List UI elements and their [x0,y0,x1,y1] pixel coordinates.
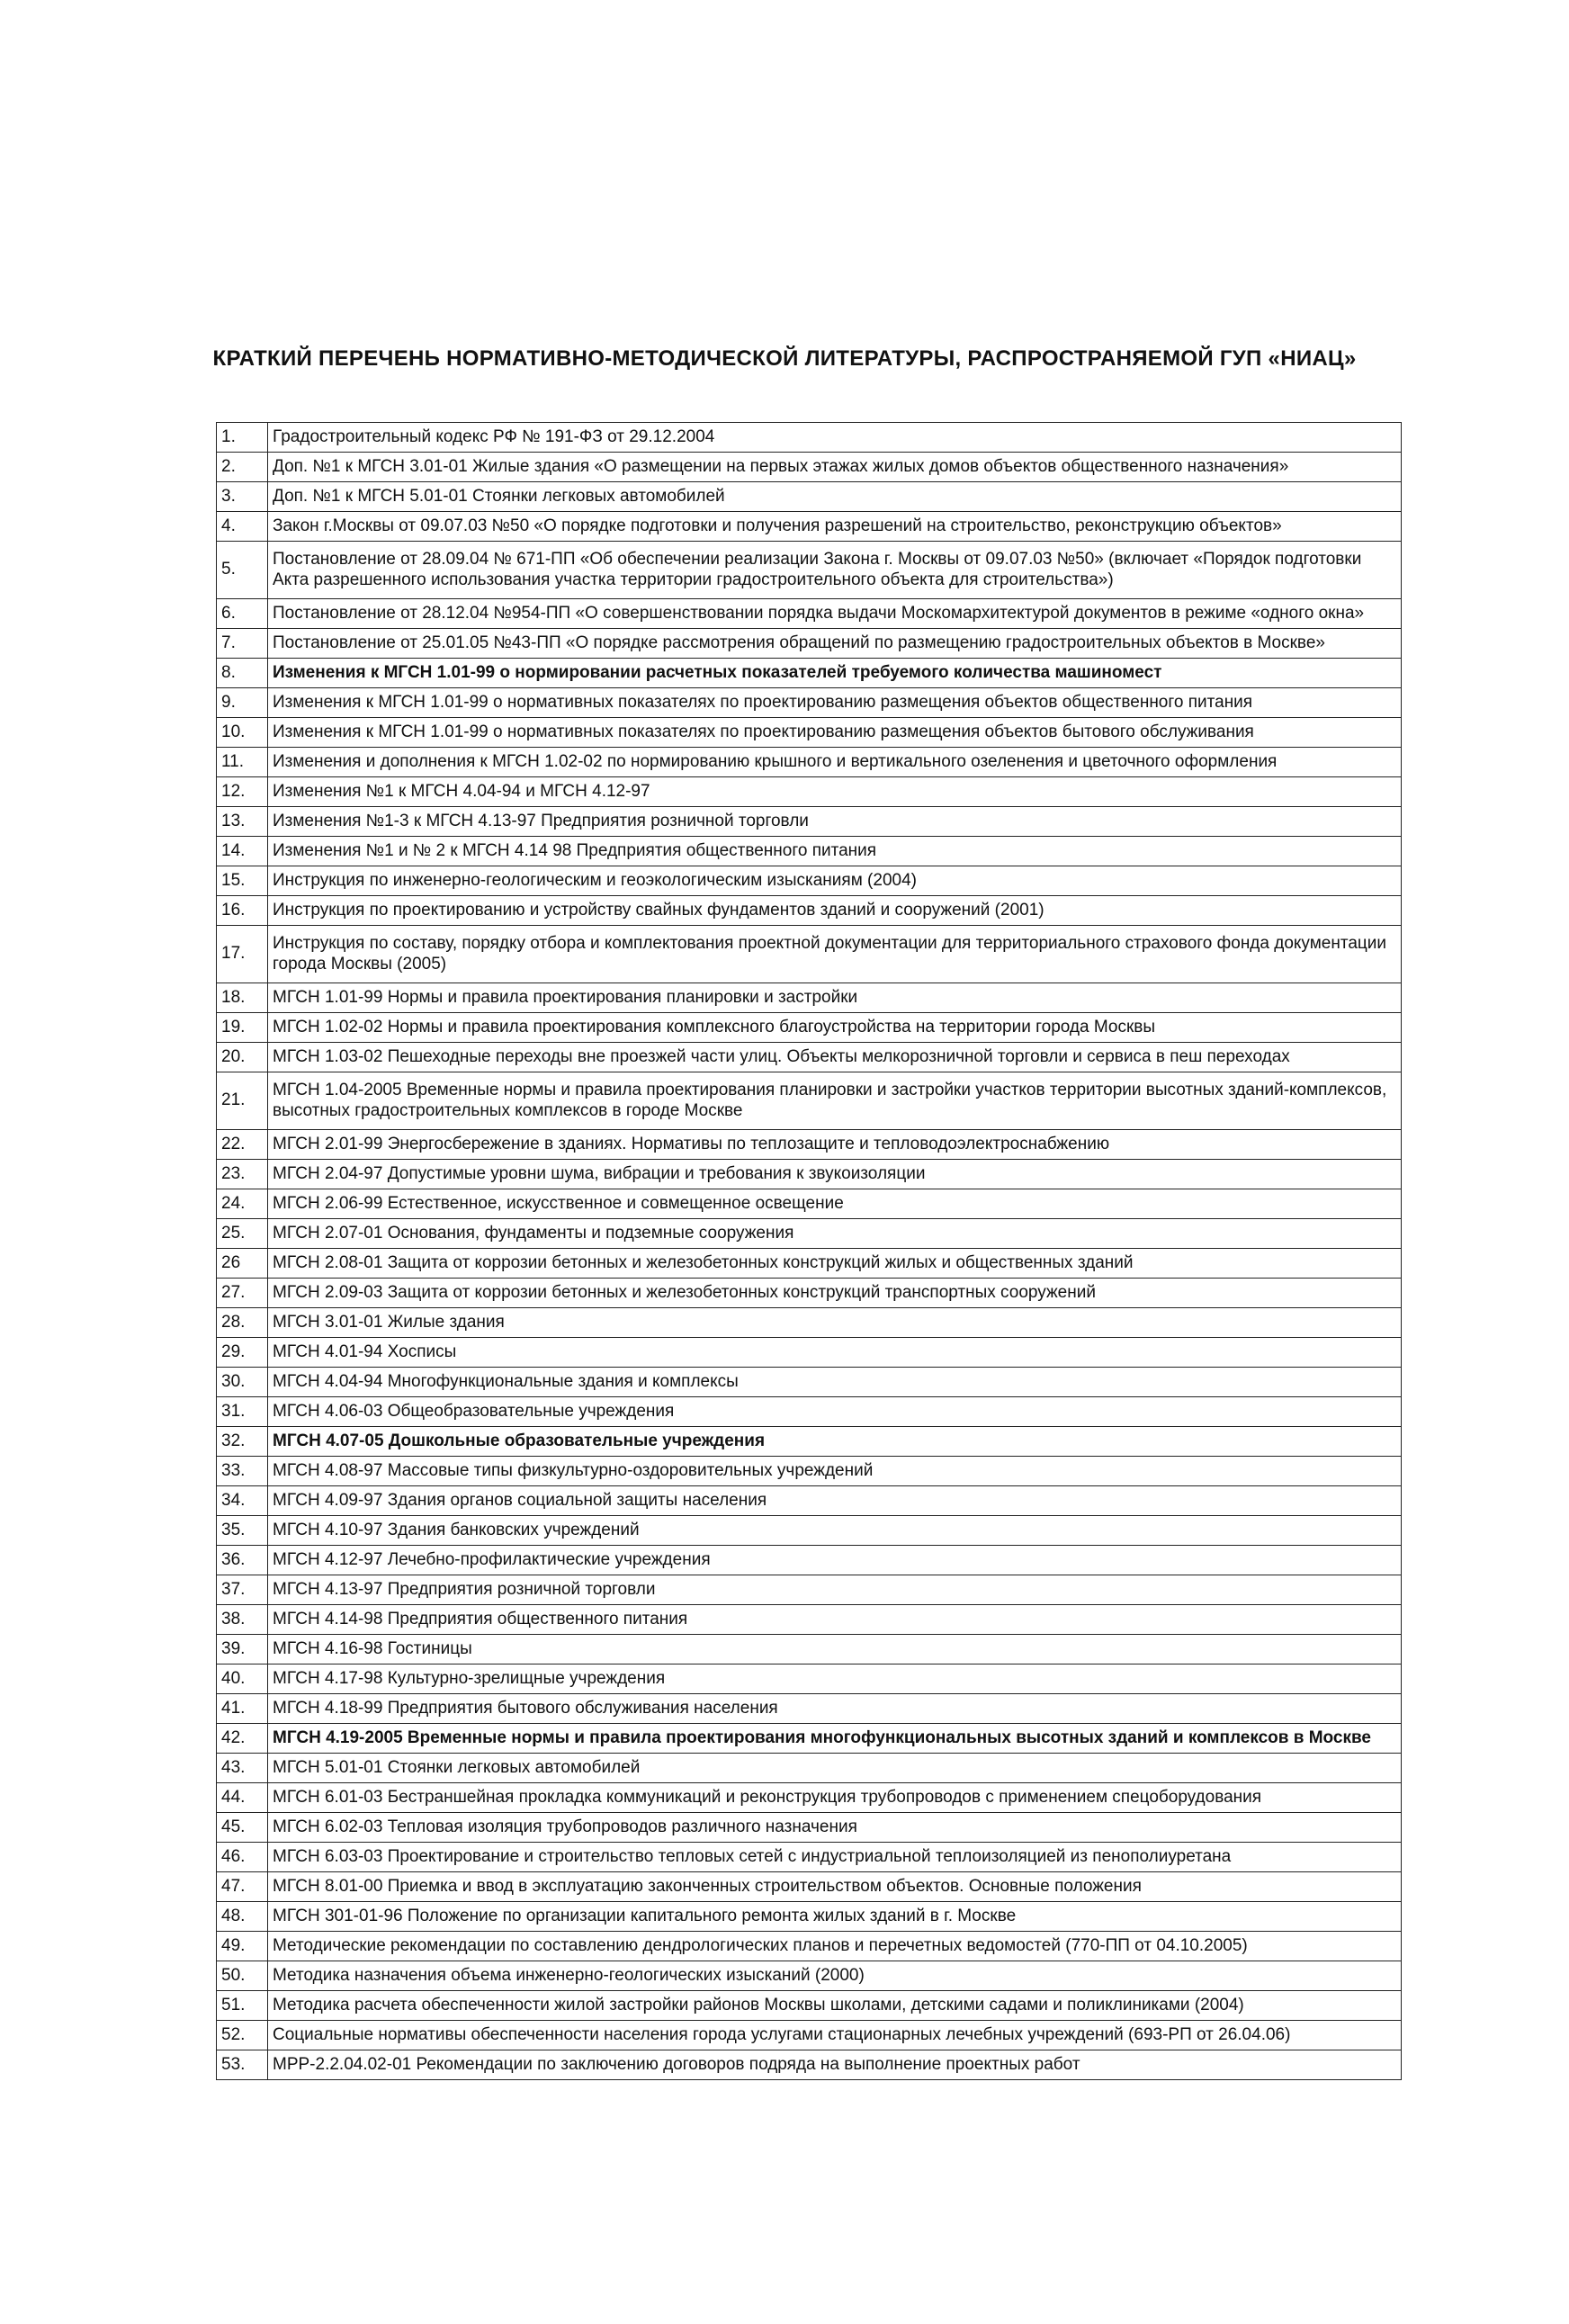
row-text: Методика назначения объема инженерно-геологических изысканий (2000) [268,1961,1402,1991]
row-text: МГСН 2.07-01 Основания, фундаменты и подземные сооружения [268,1219,1402,1249]
table-row [217,983,1402,1013]
row-text: Изменения и дополнения к МГСН 1.02-02 по нормированию крышного и вертикального озеленения и цветочного оформления [268,748,1402,777]
row-number: 51. [217,1991,268,2021]
row-text: МРР-2.2.04.02-01 Рекомендации по заключению договоров подряда на выполнение проектных работ [268,2050,1402,2080]
table-row [217,926,1402,983]
row-text: Социальные нормативы обеспеченности населения города услугами стационарных лечебных учреждений (693-РП от 26.04.06) [268,2021,1402,2050]
row-number: 21. [217,1072,268,1130]
table-row [217,1516,1402,1546]
table-row [217,1724,1402,1754]
row-text: МГСН 4.12-97 Лечебно-профилактические учреждения [268,1546,1402,1575]
row-number: 7. [217,629,268,659]
table-row [217,1279,1402,1308]
row-number: 48. [217,1902,268,1932]
row-text: Изменения №1 и № 2 к МГСН 4.14 98 Предприятия общественного питания [268,837,1402,866]
row-number: 20. [217,1043,268,1072]
row-number: 29. [217,1338,268,1368]
row-text: МГСН 1.03-02 Пешеходные переходы вне проезжей части улиц. Объекты мелкорозничной торговли и сервиса в пеш переходах [268,1043,1402,1072]
row-text: Изменения к МГСН 1.01-99 о нормировании расчетных показателей требуемого количества машиномест [268,659,1402,688]
row-number: 16. [217,896,268,926]
row-text: Изменения к МГСН 1.01-99 о нормативных показателях по проектированию размещения объектов общественного питания [268,688,1402,718]
row-number: 42. [217,1724,268,1754]
row-text: Постановление от 28.12.04 №954-ПП «О совершенствовании порядка выдачи Москомархитектурой документов в режиме «одного окна» [268,599,1402,629]
row-number: 34. [217,1486,268,1516]
row-text: Инструкция по инженерно-геологическим и геоэкологическим изысканиям (2004) [268,866,1402,896]
table-row [217,1605,1402,1635]
row-number: 43. [217,1754,268,1783]
table-row [217,777,1402,807]
table-row [217,1902,1402,1932]
table-row [217,1813,1402,1843]
table-row [217,1991,1402,2021]
row-text: Изменения к МГСН 1.01-99 о нормативных показателях по проектированию размещения объектов бытового обслуживания [268,718,1402,748]
row-text: МГСН 4.19-2005 Временные нормы и правила проектирования многофункциональных высотных зданий и комплексов в Москве [268,1724,1402,1754]
table-row [217,1664,1402,1694]
table-row [217,542,1402,599]
row-number: 24. [217,1189,268,1219]
row-text: Методические рекомендации по составлению дендрологических планов и перечетных ведомостей (770-ПП от 04.10.2005) [268,1932,1402,1961]
table-row [217,1961,1402,1991]
table-row [217,718,1402,748]
row-number: 2. [217,453,268,482]
row-text: МГСН 4.04-94 Многофункциональные здания и комплексы [268,1368,1402,1397]
document-title: КРАТКИЙ ПЕРЕЧЕНЬ НОРМАТИВНО-МЕТОДИЧЕСКОЙ ЛИТЕРАТУРЫ, РАСПРОСТРАНЯЕМОЙ ГУП «НИАЦ» [212,346,1357,371]
row-number: 5. [217,542,268,599]
table-row [217,896,1402,926]
row-number: 11. [217,748,268,777]
table-row [217,1843,1402,1872]
row-text: МГСН 6.01-03 Бестраншейная прокладка коммуникаций и реконструкция трубопроводов с применением спецоборудования [268,1783,1402,1813]
row-text: Инструкция по проектированию и устройству свайных фундаментов зданий и сооружений (2001) [268,896,1402,926]
row-text: МГСН 4.08-97 Массовые типы физкультурно-оздоровительных учреждений [268,1457,1402,1486]
row-number: 1. [217,423,268,453]
table-row [217,1130,1402,1160]
table-row [217,1694,1402,1724]
row-number: 15. [217,866,268,896]
row-number: 52. [217,2021,268,2050]
table-row [217,453,1402,482]
row-text: МГСН 2.01-99 Энергосбережение в зданиях. Нормативы по теплозащите и тепловодоэлектроснабжению [268,1130,1402,1160]
row-number: 13. [217,807,268,837]
row-number: 39. [217,1635,268,1664]
row-text: Инструкция по составу, порядку отбора и комплектования проектной документации для территориального страхового фонда документации города Москвы (2005) [268,926,1402,983]
row-text: МГСН 4.06-03 Общеобразовательные учреждения [268,1397,1402,1427]
row-number: 45. [217,1813,268,1843]
row-text: МГСН 2.08-01 Защита от коррозии бетонных и железобетонных конструкций жилых и общественных зданий [268,1249,1402,1279]
table-row [217,1546,1402,1575]
row-text: МГСН 5.01-01 Стоянки легковых автомобилей [268,1754,1402,1783]
row-number: 37. [217,1575,268,1605]
row-text: МГСН 6.02-03 Тепловая изоляция трубопроводов различного назначения [268,1813,1402,1843]
row-text: МГСН 4.13-97 Предприятия розничной торговли [268,1575,1402,1605]
row-text: МГСН 2.06-99 Естественное, искусственное и совмещенное освещение [268,1189,1402,1219]
table-row [217,1457,1402,1486]
row-text: МГСН 3.01-01 Жилые здания [268,1308,1402,1338]
literature-table [216,422,1402,2080]
table-row [217,659,1402,688]
row-number: 25. [217,1219,268,1249]
table-row [217,1013,1402,1043]
row-text: Постановление от 25.01.05 №43-ПП «О порядке рассмотрения обращений по размещению градостроительных объектов в Москве» [268,629,1402,659]
row-text: Закон г.Москвы от 09.07.03 №50 «О порядке подготовки и получения разрешений на строительство, реконструкцию объектов» [268,512,1402,542]
row-number: 4. [217,512,268,542]
row-text: Доп. №1 к МГСН 5.01-01 Стоянки легковых автомобилей [268,482,1402,512]
table-row [217,1338,1402,1368]
row-number: 19. [217,1013,268,1043]
row-text: МГСН 4.14-98 Предприятия общественного питания [268,1605,1402,1635]
table-row [217,1397,1402,1427]
row-text: МГСН 2.09-03 Защита от коррозии бетонных и железобетонных конструкций транспортных сооружений [268,1279,1402,1308]
table-row [217,1043,1402,1072]
row-text: МГСН 4.18-99 Предприятия бытового обслуживания населения [268,1694,1402,1724]
row-number: 12. [217,777,268,807]
row-number: 17. [217,926,268,983]
row-number: 33. [217,1457,268,1486]
table-row [217,1575,1402,1605]
row-text: МГСН 8.01-00 Приемка и ввод в эксплуатацию законченных строительством объектов. Основные положения [268,1872,1402,1902]
row-number: 10. [217,718,268,748]
row-number: 40. [217,1664,268,1694]
row-text: МГСН 6.03-03 Проектирование и строительство тепловых сетей с индустриальной теплоизоляцией из пенополиуретана [268,1843,1402,1872]
row-text: Изменения №1-3 к МГСН 4.13-97 Предприятия розничной торговли [268,807,1402,837]
row-number: 9. [217,688,268,718]
row-number: 38. [217,1605,268,1635]
row-text: МГСН 4.07-05 Дошкольные образовательные учреждения [268,1427,1402,1457]
table-row [217,1635,1402,1664]
row-text: МГСН 2.04-97 Допустимые уровни шума, вибрации и требования к звукоизоляции [268,1160,1402,1189]
row-text: МГСН 4.17-98 Культурно-зрелищные учреждения [268,1664,1402,1694]
row-number: 8. [217,659,268,688]
table-row [217,1783,1402,1813]
row-number: 50. [217,1961,268,1991]
row-number: 28. [217,1308,268,1338]
table-row [217,1754,1402,1783]
row-number: 47. [217,1872,268,1902]
table-row [217,748,1402,777]
row-number: 30. [217,1368,268,1397]
row-number: 22. [217,1130,268,1160]
row-number: 46. [217,1843,268,1872]
row-text: Методика расчета обеспеченности жилой застройки районов Москвы школами, детскими садами и поликлиниками (2004) [268,1991,1402,2021]
table-row [217,807,1402,837]
table-row [217,1249,1402,1279]
table-row [217,688,1402,718]
row-number: 31. [217,1397,268,1427]
row-number: 3. [217,482,268,512]
table-row [217,1072,1402,1130]
row-number: 41. [217,1694,268,1724]
row-number: 26 [217,1249,268,1279]
row-number: 35. [217,1516,268,1546]
row-text: МГСН 4.16-98 Гостиницы [268,1635,1402,1664]
table-row [217,629,1402,659]
table-row [217,1486,1402,1516]
table-row [217,1368,1402,1397]
row-number: 53. [217,2050,268,2080]
row-text: Изменения №1 к МГСН 4.04-94 и МГСН 4.12-97 [268,777,1402,807]
literature-table-body [217,423,1402,2080]
table-row [217,599,1402,629]
table-row [217,1872,1402,1902]
table-row [217,423,1402,453]
table-row [217,1308,1402,1338]
row-text: МГСН 301-01-96 Положение по организации капитального ремонта жилых зданий в г. Москве [268,1902,1402,1932]
row-text: МГСН 4.10-97 Здания банковских учреждений [268,1516,1402,1546]
row-text: МГСН 1.01-99 Нормы и правила проектирования планировки и застройки [268,983,1402,1013]
row-number: 18. [217,983,268,1013]
row-text: МГСН 4.09-97 Здания органов социальной защиты населения [268,1486,1402,1516]
row-number: 27. [217,1279,268,1308]
table-row [217,2021,1402,2050]
row-number: 44. [217,1783,268,1813]
table-row [217,482,1402,512]
row-text: Доп. №1 к МГСН 3.01-01 Жилые здания «О размещении на первых этажах жилых домов объектов общественного назначения» [268,453,1402,482]
table-row [217,512,1402,542]
table-row [217,866,1402,896]
row-text: Постановление от 28.09.04 № 671-ПП «Об обеспечении реализации Закона г. Москвы от 09.07.03 №50» (включает «Порядок подготовки Акта разрешенного использования участка территории градостроительного объекта для строительства») [268,542,1402,599]
row-text: МГСН 1.04-2005 Временные нормы и правила проектирования планировки и застройки участков территории высотных зданий-комплексов, высотных градостроительных комплексов в городе Москве [268,1072,1402,1130]
table-row [217,1427,1402,1457]
row-text: МГСН 4.01-94 Хосписы [268,1338,1402,1368]
table-row [217,1932,1402,1961]
row-text: МГСН 1.02-02 Нормы и правила проектирования комплексного благоустройства на территории города Москвы [268,1013,1402,1043]
table-row [217,2050,1402,2080]
table-row [217,837,1402,866]
row-number: 23. [217,1160,268,1189]
table-row [217,1219,1402,1249]
table-row [217,1160,1402,1189]
row-number: 36. [217,1546,268,1575]
row-text: Градостроительный кодекс РФ № 191-ФЗ от 29.12.2004 [268,423,1402,453]
row-number: 32. [217,1427,268,1457]
table-row [217,1189,1402,1219]
row-number: 6. [217,599,268,629]
row-number: 14. [217,837,268,866]
row-number: 49. [217,1932,268,1961]
